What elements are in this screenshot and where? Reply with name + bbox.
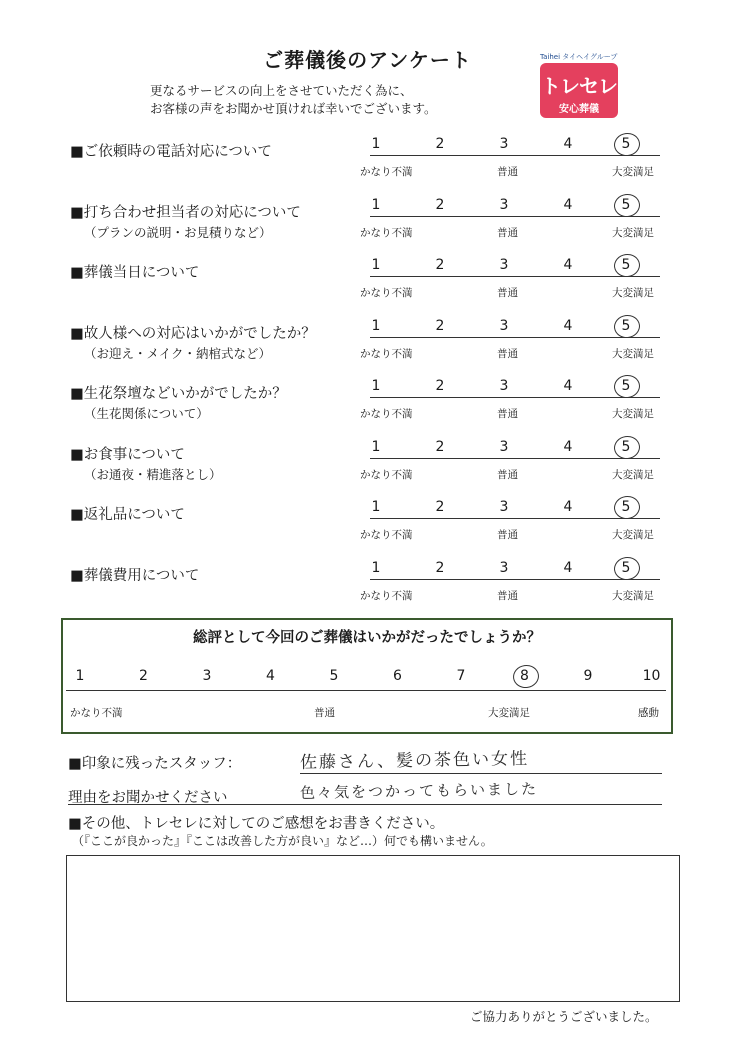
rating-option-5[interactable]: 5: [621, 317, 631, 334]
rating-option-3[interactable]: 3: [499, 136, 509, 152]
rating-option-5[interactable]: 5: [621, 196, 631, 213]
rating-option-4[interactable]: 4: [563, 559, 573, 576]
brand-tagline: 安心葬儀: [559, 104, 599, 115]
question-subtitle: （生花関係について）: [84, 406, 209, 421]
rating-option-3[interactable]: 3: [499, 499, 509, 515]
rating-option-5[interactable]: 5: [621, 257, 631, 273]
staff-label: ■印象に残ったスタッフ：: [68, 756, 242, 772]
intro-line-2: お客様の声をお聞かせ頂ければ幸いでございます。: [150, 101, 437, 116]
comment-box[interactable]: [66, 855, 680, 1002]
rating-option-3[interactable]: 3: [499, 438, 509, 455]
rating-scale-line: [370, 579, 660, 580]
question-title: ■故人様への対応はいかがでしたか？: [70, 325, 316, 342]
rating-scale-line: [370, 397, 660, 398]
scale-label-mid: 普通: [497, 287, 518, 299]
rating-option-3[interactable]: 3: [499, 196, 509, 213]
scale-label-low: かなり不満: [360, 347, 413, 360]
rating-option-3[interactable]: 3: [499, 317, 509, 334]
scale-label-low: かなり不満: [360, 408, 413, 420]
rating-option-1[interactable]: 1: [371, 559, 381, 576]
staff-answer[interactable]: 佐藤さん、髪の茶色い女性: [299, 749, 530, 773]
other-comments-title: ■その他、トレセレに対してのご感想をお書きください。: [68, 816, 445, 832]
question-title: ■打ち合わせ担当者の対応について: [70, 204, 301, 221]
rating-option-2[interactable]: 2: [435, 136, 445, 152]
rating-option-4[interactable]: 4: [563, 438, 573, 455]
rating-option-3[interactable]: 3: [499, 378, 509, 394]
rating-option-1[interactable]: 1: [371, 136, 381, 152]
question-title: ■葬儀当日について: [70, 265, 200, 281]
scale-label-low: かなり不満: [360, 468, 413, 481]
rating-scale-line: [370, 155, 660, 156]
overall-option-9[interactable]: 9: [583, 668, 593, 684]
scale-label-high: 大変満足: [612, 589, 654, 602]
other-comments-hint: （『ここが良かった』『ここは改善した方が良い』など…）何でも構いません。: [72, 834, 493, 848]
reason-label: 理由をお聞かせください: [68, 790, 228, 806]
rating-option-5[interactable]: 5: [621, 499, 631, 515]
overall-option-3[interactable]: 3: [202, 668, 212, 684]
reason-answer-line: [68, 804, 662, 805]
rating-scale-line: [370, 337, 660, 338]
staff-answer-line: [300, 773, 662, 774]
overall-option-7[interactable]: 7: [456, 668, 466, 684]
rating-option-2[interactable]: 2: [435, 317, 445, 334]
thanks-message: ご協力ありがとうございました。: [470, 1009, 658, 1024]
scale-label-mid: 普通: [497, 226, 518, 239]
rating-option-4[interactable]: 4: [563, 136, 573, 152]
scale-label-high: 大変満足: [612, 226, 654, 239]
rating-option-4[interactable]: 4: [563, 317, 573, 334]
overall-option-4[interactable]: 4: [266, 668, 275, 684]
question-title: ■葬儀費用について: [70, 567, 200, 584]
rating-option-2[interactable]: 2: [435, 499, 445, 515]
question-subtitle: （お迎え・メイク・納棺式など）: [84, 345, 272, 361]
scale-label-high: 大変満足: [612, 529, 654, 541]
overall-title: 総評として今回のご葬儀はいかがだったでしょうか？: [193, 630, 541, 646]
scale-label-high: 大変満足: [612, 347, 654, 360]
scale-label-low: かなり不満: [360, 589, 413, 602]
overall-scale-line: [66, 690, 666, 691]
rating-option-4[interactable]: 4: [563, 499, 573, 515]
rating-option-2[interactable]: 2: [435, 438, 445, 455]
overall-option-2[interactable]: 2: [139, 668, 148, 684]
scale-label-high: 大変満足: [612, 166, 654, 178]
scale-label-low: かなり不満: [360, 529, 413, 541]
question-title: ■返礼品について: [70, 507, 185, 523]
rating-option-1[interactable]: 1: [371, 499, 381, 515]
rating-option-1[interactable]: 1: [371, 257, 381, 273]
group-logo-text: Taihei タイヘイグループ: [540, 53, 618, 61]
rating-option-4[interactable]: 4: [563, 257, 573, 273]
question-title: ■生花祭壇などいかがでしたか？: [70, 386, 287, 402]
rating-option-5[interactable]: 5: [621, 559, 631, 576]
scale-label-high: 大変満足: [612, 468, 654, 481]
rating-option-1[interactable]: 1: [371, 438, 381, 455]
overall-label-high: 大変満足: [488, 707, 530, 719]
scale-label-mid: 普通: [497, 408, 518, 420]
rating-option-2[interactable]: 2: [435, 378, 445, 394]
page-title: ご葬儀後のアンケート: [263, 48, 472, 72]
overall-label-low: かなり不満: [70, 707, 123, 719]
scale-label-low: かなり不満: [360, 166, 413, 178]
overall-label-top: 感動: [638, 707, 659, 719]
rating-option-2[interactable]: 2: [435, 559, 445, 576]
scale-label-high: 大変満足: [612, 287, 654, 299]
rating-option-4[interactable]: 4: [563, 378, 573, 394]
overall-option-6[interactable]: 6: [393, 668, 402, 684]
rating-option-2[interactable]: 2: [435, 196, 445, 213]
scale-label-mid: 普通: [497, 166, 518, 178]
question-title: ■ご依頼時の電話対応について: [70, 144, 272, 160]
overall-option-5[interactable]: 5: [329, 668, 339, 684]
brand-logo: [540, 63, 618, 118]
scale-label-mid: 普通: [497, 529, 518, 541]
overall-label-mid: 普通: [314, 707, 335, 719]
rating-scale-line: [370, 216, 660, 217]
overall-option-1[interactable]: 1: [75, 668, 85, 684]
rating-option-3[interactable]: 3: [499, 559, 509, 576]
rating-option-1[interactable]: 1: [371, 196, 381, 213]
rating-scale-line: [370, 276, 660, 277]
rating-option-5[interactable]: 5: [621, 378, 631, 394]
scale-label-low: かなり不満: [360, 287, 413, 299]
scale-label-high: 大変満足: [612, 408, 654, 420]
rating-option-5[interactable]: 5: [621, 136, 631, 152]
question-title: ■お食事について: [70, 446, 185, 463]
scale-label-mid: 普通: [497, 468, 518, 481]
question-subtitle: （プランの説明・お見積りなど）: [84, 224, 272, 240]
intro-line-1: 更なるサービスの向上をさせていただく為に、: [150, 83, 413, 98]
rating-scale-line: [370, 458, 660, 459]
scale-label-low: かなり不満: [360, 226, 413, 239]
rating-option-2[interactable]: 2: [435, 257, 445, 273]
rating-option-5[interactable]: 5: [621, 438, 631, 455]
rating-option-1[interactable]: 1: [371, 378, 381, 394]
rating-scale-line: [370, 518, 660, 519]
reason-answer[interactable]: 色々気をつかってもらいました: [299, 779, 539, 803]
rating-option-4[interactable]: 4: [563, 196, 573, 213]
question-subtitle: （お通夜・精進落とし）: [84, 466, 222, 482]
rating-option-3[interactable]: 3: [499, 257, 509, 273]
scale-label-mid: 普通: [497, 347, 518, 360]
scale-label-mid: 普通: [497, 589, 518, 602]
brand-name: トレセレ: [541, 74, 617, 98]
overall-option-8[interactable]: 8: [520, 668, 529, 684]
overall-option-10[interactable]: 10: [642, 668, 661, 684]
rating-option-1[interactable]: 1: [371, 317, 381, 334]
